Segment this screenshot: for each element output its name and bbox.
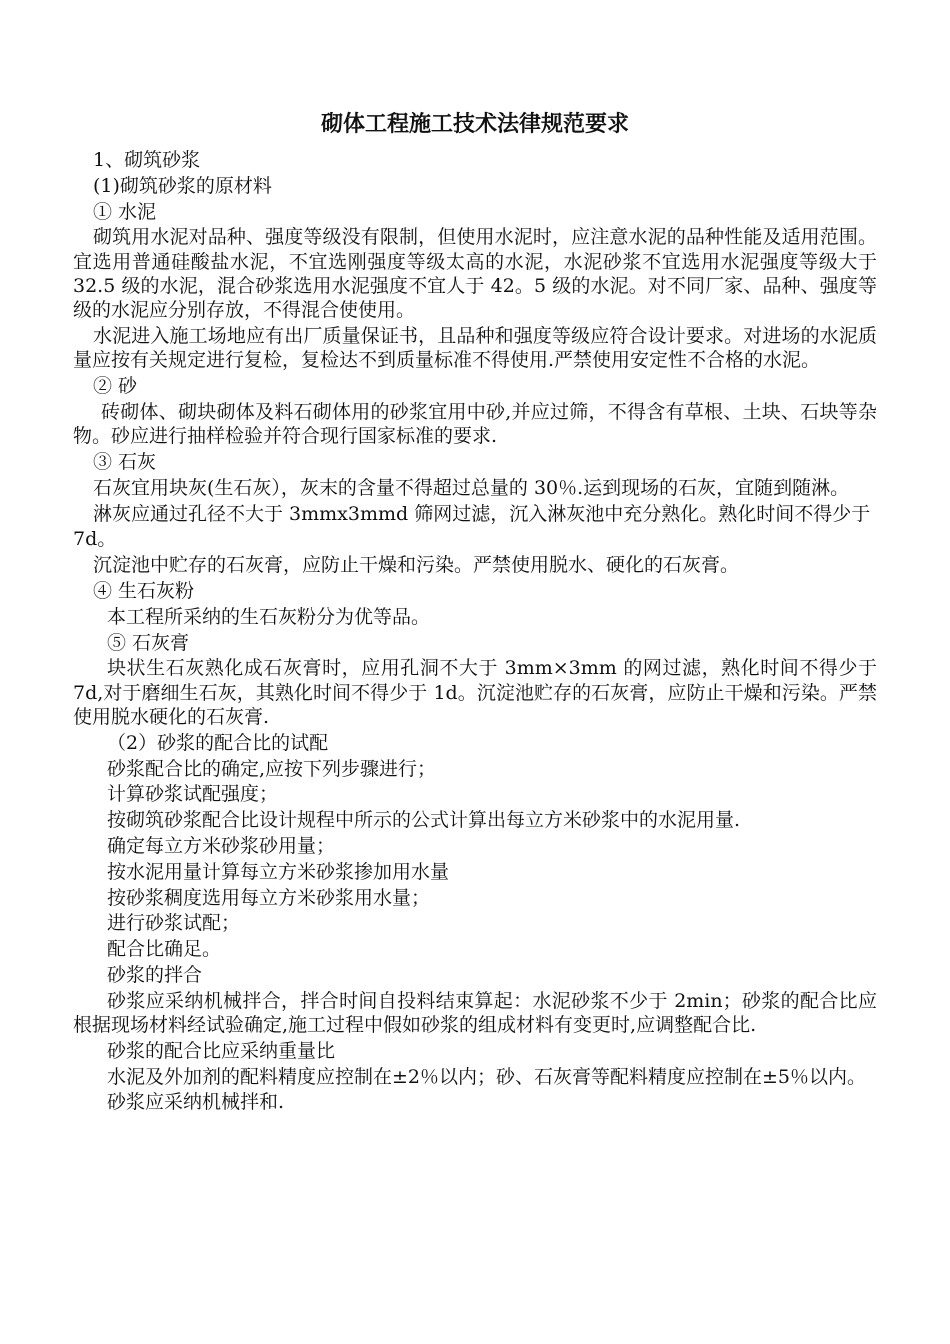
paragraph: 砖砌体、砌块砌体及料石砌体用的砂浆宜用中砂,并应过筛，不得含有草根、土块、石块等杂物。砂应进行抽样检验并符合现行国家标准的要求.	[73, 400, 877, 448]
paragraph: ② 砂	[93, 375, 138, 398]
paragraph: 砂浆应采纳机械拌合，拌合时间自投料结束算起：水泥砂浆不少于 2min；砂浆的配合比应根据现场材料经试验确定,施工过程中假如砂浆的组成材料有变更时,应调整配合比.	[73, 989, 877, 1037]
paragraph: ① 水泥	[93, 200, 157, 223]
paragraph: 按砌筑砂浆配合比设计规程中所示的公式计算出每立方米砂浆中的水泥用量.	[107, 809, 741, 832]
paragraph: 淋灰应通过孔径不大于 3mmx3mmd 筛网过滤，沉入淋灰池中充分熟化。熟化时间不得少于	[93, 502, 871, 525]
paragraph: ④ 生石灰粉	[93, 580, 195, 603]
paragraph: 砌筑用水泥对品种、强度等级没有限制，但使用水泥时，应注意水泥的品种性能及适用范围。宜选用普通硅酸盐水泥，不宜选刚强度等级太高的水泥，水泥砂浆不宜选用水泥强度等级大于 32.5 级的水泥，混合砂浆选用水泥强度不宜人于 42。5 级的水泥。对不同厂家、品种、强度等级的水泥应分别存放，不得混合使使用。	[73, 226, 877, 322]
paragraph: 砂浆应采纳机械拌和.	[107, 1091, 285, 1114]
paragraph: 水泥及外加剂的配料精度应控制在±2％以内；砂、石灰膏等配料精度应控制在±5％以内。	[107, 1065, 867, 1088]
paragraph: （2）砂浆的配合比的试配	[107, 731, 329, 754]
paragraph: (1)砌筑砂浆的原材料	[93, 174, 272, 197]
paragraph: 进行砂浆试配；	[107, 912, 241, 935]
paragraph: 沉淀池中贮存的石灰膏，应防止干燥和污染。严禁使用脱水、硬化的石灰膏。	[93, 554, 740, 577]
document-body	[73, 148, 877, 1115]
paragraph: 砂浆的拌合	[107, 964, 203, 986]
document-title: 砌体工程施工技术法律规范要求	[320, 111, 629, 137]
paragraph: 水泥进入施工场地应有出厂质量保证书，且品种和强度等级应符合设计要求。对进场的水泥质量应按有关规定进行复检，复检达不到质量标准不得使用.严禁使用安定性不合格的水泥。	[73, 325, 877, 372]
paragraph: 计算砂浆试配强度；	[107, 783, 279, 806]
document-page	[73, 110, 877, 1116]
paragraph: 确定每立方米砂浆砂用量；	[107, 835, 336, 858]
paragraph: 块状生石灰熟化成石灰膏时，应用孔洞不大于 3mm×3mm 的网过滤，熟化时间不得少于 7d,对于磨细生石灰，其熟化时间不得少于 1d。沉淀池贮存的石灰膏，应防止干燥和污染。严禁使用脱水硬化的石灰膏.	[73, 657, 877, 729]
paragraph: 1、砌筑砂浆	[93, 149, 201, 171]
paragraph: 配合比确足。	[107, 938, 222, 961]
paragraph: 砂浆配合比的确定,应按下列步骤进行；	[107, 757, 437, 780]
paragraph: ⑤ 石灰膏	[107, 631, 190, 654]
paragraph: 按水泥用量计算每立方米砂浆掺加用水量	[107, 860, 450, 883]
paragraph: 7d。	[73, 528, 117, 551]
paragraph: 石灰宜用块灰(生石灰），灰末的含量不得超过总量的 30％.运到现场的石灰，宜随到随淋。	[93, 476, 850, 499]
paragraph: 按砂浆稠度选用每立方米砂浆用水量；	[107, 886, 431, 909]
paragraph: ③ 石灰	[93, 451, 157, 474]
paragraph: 砂浆的配合比应采纳重量比	[107, 1039, 336, 1062]
paragraph: 本工程所采纳的生石灰粉分为优等品。	[107, 605, 431, 628]
